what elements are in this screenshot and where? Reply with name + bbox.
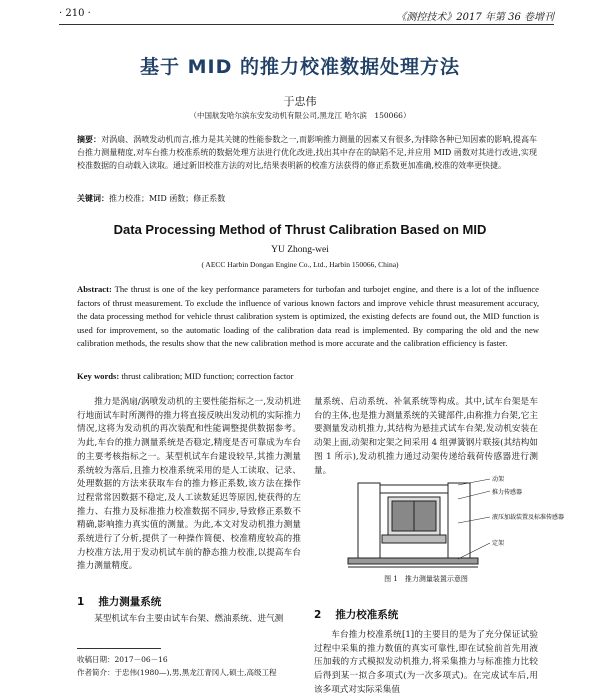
keywords-cn-label: 关键词： — [77, 194, 109, 203]
keywords-en-label: Key words: — [77, 371, 120, 381]
figure-label-hydraulic-loader — [492, 513, 564, 521]
figure-label-fixed-frame: 定架 — [492, 540, 505, 547]
section-2-title: 推力校准系统 — [335, 609, 399, 621]
figure-label-hydraulic-loader-text: 液压加载装置及标准传感器 — [492, 514, 565, 521]
right-column-paragraph: 量系统、启动系统、补氧系统等构成。其中,试车台架是车台的主体,也是推力测量系统的关键部件,由称推力台架,它主要测量发动机推力,其结构为悬挂式试车台架,发动机安装在动架上面,动架和定架之间采用 4 组弹簧钢片联接(其结构如图 1 所示),发动机推力通过动架传递给载荷传感器进行测量。 — [314, 397, 538, 476]
abstract-cn-text: 对涡扇、涡喷发动机而言,推力是其关键的性能参数之一,而影响推力测量的因素又有很多,为排除各种已知因素的影响,提高车台推力测量精度,对车台推力校准系统的数据处理方法进行优化改进,找出其中存在的缺陷不足,并应用 MID 函数对其进行改进,实现校准数据的自动载入读取。通过新旧校准方法的对比,结果表明新的校准方法获得的修正系数更加准确,校准的效率更快捷。 — [77, 135, 537, 170]
keywords-english — [77, 371, 539, 381]
figure-1-diagram — [338, 473, 565, 571]
section-2-number: 2 — [314, 609, 322, 621]
label-leader-3 — [458, 517, 490, 523]
label-leader-2 — [458, 491, 490, 499]
keywords-en-text: thrust calibration; MID function; correction factor — [121, 371, 294, 381]
section-1-number: 1 — [77, 596, 85, 608]
journal-header: 《测控技术》2017 年第 36 卷增刊 — [396, 12, 554, 23]
intro-text: 推力是涡扇/涡喷发动机的主要性能指标之一,发动机进行地面试车时所测得的推力将直接反映出发动机的实际推力情况,这将为发动机的再次装配和性能调整提供数据参考。为此,车台的推力测量系统是否稳定,精度是否可靠成为车台的主要考核指标之一。某型机试车台建设较早,其推力测量系统较为落后,且推力校准系统采用的是人工读取、记录、处理数据的方法来获取车台的推力修正系数,该方法在操作过程常常因数据不稳定,及人工读数延迟等原因,使获得的左推力、右推力及标准推力校准数据不同步,导致修正系数不精确,影响推力真实值的测量。为此,本文对发动机推力测量系统进行了分析,提供了一种操作简便、校准精度较高的推力校准方法,用于发动机试车前的静态推力校准,以提高车台推力测量精度。 — [77, 397, 301, 572]
abstract-cn-label: 摘要： — [77, 135, 102, 144]
left-frame-post — [358, 483, 380, 558]
author-chinese: 于忠伟 — [283, 95, 317, 108]
footnote-author-bio: 作者简介：于忠伟(1980—),男,黑龙江青冈人,硕士,高级工程 — [77, 668, 277, 677]
section-1-heading — [77, 594, 161, 609]
figure-label-thrust-sensor: 推力传感器 — [492, 489, 523, 496]
abstract-en-text: The thrust is one of the key performance parameters for turbofan and turbojet engine, and there is a lot of the influence factors of thrust measurement. To exclude the influence of various known factors and improve vehicle thrust measurement accuracy, the data processing method for vehicle thrust calibration system is optimized, the existing defects are found out, the MID function is used for improvement, so the automatic loading of the calibration data read is implemented. By comparing the old and the new calibration methods, the results show that the new calibration method is more accurate and the calibration efficiency is faster. — [77, 284, 539, 349]
figure-1-caption: 图 1 推力测量装置示意图 — [384, 575, 468, 583]
label-leader-1 — [458, 479, 490, 485]
abstract-chinese — [77, 133, 537, 172]
header-rule — [59, 24, 554, 25]
intro-paragraph — [77, 396, 301, 574]
footnote-received: 收稿日期：2017－06－16 — [77, 655, 168, 664]
affiliation-chinese: （中国航发哈尔滨东安发动机有限公司,黑龙江 哈尔滨 150066） — [189, 111, 411, 120]
figure-label-moving-frame: 动架 — [492, 476, 505, 483]
label-leader-4 — [458, 543, 490, 559]
author-english: YU Zhong-wei — [271, 245, 329, 255]
abstract-english — [77, 283, 539, 351]
title-english: Data Processing Method of Thrust Calibration Based on MID — [113, 222, 487, 237]
section-2-heading — [314, 607, 398, 622]
section-1-paragraph: 某型机试车台主要由试车台架、燃油系统、进气测 — [94, 614, 284, 624]
section-2-paragraph: 车台推力校准系统[1]的主要目的是为了充分保证试验过程中采集的推力数值的真实可靠性,即在试验前首先用液压加载的方式模拟发动机推力,将采集推力与标准推力比较后得到某一拟合多项式(为一次多项式)。在完成试车后,用该多项式对实际采集值 — [314, 630, 538, 695]
moving-frame-base — [382, 535, 446, 543]
keywords-chinese — [77, 192, 537, 205]
affiliation-english: ( AECC Harbin Dongan Engine Co., Ltd., Harbin 150066, China) — [201, 260, 399, 269]
section-1-title: 推力测量系统 — [98, 596, 162, 608]
abstract-en-label: Abstract: — [77, 284, 112, 294]
footnote-rule — [77, 648, 161, 649]
title-chinese: 基于 MID 的推力校准数据处理方法 — [140, 56, 460, 78]
page-number: · 210 · — [59, 8, 91, 19]
right-frame-post — [448, 483, 470, 558]
keywords-cn-text: 推力校准；MID 函数；修正系数 — [109, 194, 226, 203]
